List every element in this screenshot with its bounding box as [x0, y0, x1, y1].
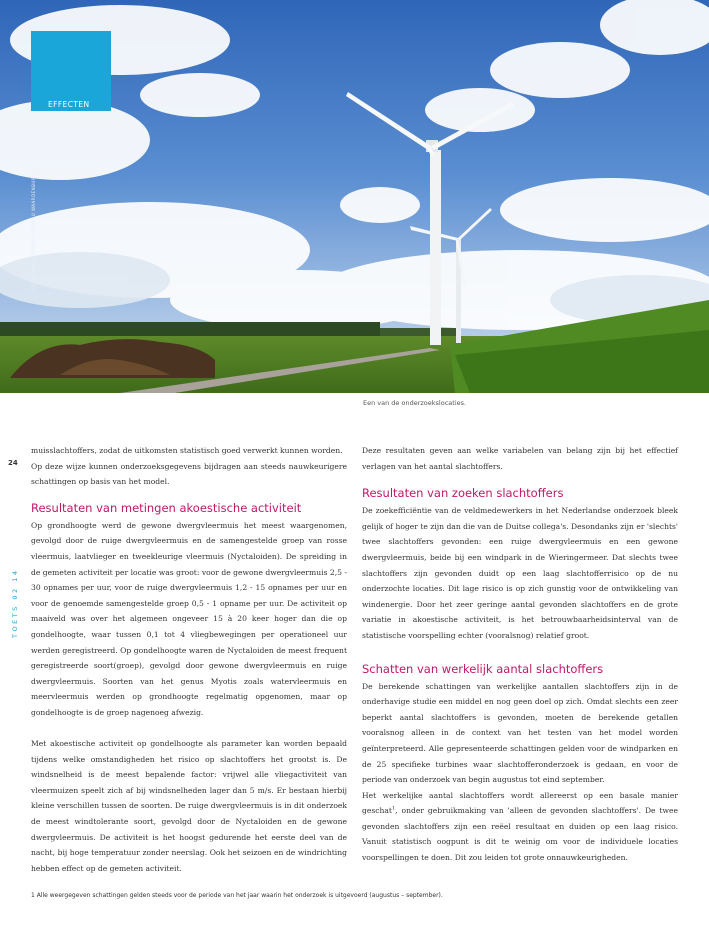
- paragraph: De zoekefficiëntie van de veldmedewerkers in het Nederlandse onderzoek bleek gelijk of hoger te zijn dan die van de Duitse collega's. Desondanks zijn er 'slechts' twee slachtoffers gevonden: een ruige dwergvleermuis en een gewone dwergvleermuis, beide bij een windpark in de Wieringermeer. Dat slechts twee slachtoffers zijn gevonden duidt op een laag slachtofferrisico op de nu onderzochte locaties. Dit lage risico is op zich gunstig voor de ontwikkeling van windenergie. Door het zeer geringe aantal gevonden slachtoffers en de grote variatie in akoestische activiteit, is het betrouwbaarheidsinterval van de statistische voorspelling echter (vooralsnog) relatief groot.: [362, 506, 678, 640]
- section-heading: Resultaten van zoeken slachtoffers: [362, 486, 564, 501]
- paragraph: [362, 788, 678, 866]
- section-label: EFFECTEN: [48, 100, 90, 109]
- paragraph: Met akoestische activiteit op gondelhoogte als parameter kan worden bepaald tijdens welke omstandigheden het risico op slachtoffers het grootst is. De windsnelheid is de meest bepalende factor: vrijwel alle vliegactiviteit van vleermuizen speelt zich af bij windsnelheden lager dan 5 m/s. Er bestaan hierbij kleine verschillen tussen de soorten. De ruige dwergvleermuis is in dit onderzoek de meest windtolerante soort, gevolgd door de Nyctaloiden en de gewone dwergvleermuis. De activiteit is het hoogst gedurende het eerste deel van de nacht, bij hoge temperatuur zonder neerslag. Ook het seizoen en de windrichting hebben effect op de gemeten activiteit.: [31, 739, 347, 873]
- paragraph-text: , onder gebruikmaking van 'alleen de gevonden slachtoffers'. De twee gevonden slachtoffers zijn een reëel resultaat en duiden op een laag risico. Vanuit statistisch oogpunt is dit te weinig om voor de individuele locaties voorspellingen te doen. Dit zou leiden tot grote onnauwkeurigheden.: [362, 806, 678, 863]
- paragraph: Op deze wijze kunnen onderzoeksgegevens bijdragen aan steeds nauwkeurigere schattingen op basis van het model.: [31, 461, 347, 487]
- paragraph: muisslachtoffers, zodat de uitkomsten statistisch goed verwerkt kunnen worden.: [31, 446, 343, 455]
- paragraph-text: Het werkelijke aantal slachtoffers wordt allereerst op een basale manier geschat: [362, 790, 678, 816]
- footnote: 1 Alle weergegeven schattingen gelden steeds voor de periode van het jaar waarin het onderzoek is uitgevoerd (augustus – september).: [31, 892, 443, 899]
- section-heading: Schatten van werkelijk aantal slachtoffers: [362, 661, 604, 676]
- left-column: [31, 443, 347, 876]
- paragraph: De berekende schattingen van werkelijke aantallen slachtoffers zijn in de onderhavige studie een middel en nog geen doel op zich. Omdat slechts een zeer beperkt aantal slachtoffers is gevonden, moeten de berekende getallen vooralsnog alleen in de context van het testen van het model worden geïnterpreteerd. Alle gepresenteerde schattingen gelden voor de windparken en de 25 specifieke turbines waar slachtofferonderzoek is gedaan, en voor de periode van onderzoek van begin augustus tot eind september.: [362, 681, 678, 785]
- page-number: 24: [8, 459, 18, 467]
- photo-credit: FOTO: DIRK ZUIDEMA / BUREAU WAARDENBURG: [31, 173, 36, 290]
- paragraph: Deze resultaten geven aan welke variabelen van belang zijn bij het effectief verlagen van het aantal slachtoffers.: [362, 446, 678, 471]
- paragraph: Op grondhoogte werd de gewone dwergvleermuis het meest waargenomen, gevolgd door de ruige dwergvleermuis en de samengestelde groep van rosse vleermuis, laatvlieger en tweekleurige vleermuis (Nyctaloiden). De spreiding in de gemeten activiteit per locatie was groot: voor de gewone dwergvleermuis 2,5 - 30 opnames per uur, voor de ruige dwergvleermuis 1,2 - 15 opnames per uur en voor de genoemde samengestelde groep 0,5 - 1 opname per uur. De activiteit op maaiveld was over het algemeen ongeveer 15 à 20 keer hoger dan die op gondelhoogte, waar tussen 0,1 tot 4 vliegbewegingen per operationeel uur werden geregistreerd. Op gondelhoogte waren de Nyctaloiden de meest frequent geregistreerde soort(groep), gevolgd door gewone dwergvleermuis en ruige dwergvleermuis. Soorten van het genus Myotis zoals watervleermuis en meervleermuis werden op grondhoogte regelmatig opgenomen, maar op gondelhoogte is de groep nagenoeg afwezig.: [31, 520, 347, 717]
- photo-caption: Een van de onderzoekslocaties.: [363, 399, 467, 407]
- journal-label: TOETS 02 14: [11, 568, 19, 638]
- section-heading: Resultaten van metingen akoestische activiteit: [31, 500, 302, 515]
- section-badge: [31, 31, 111, 111]
- footnote-marker: 1: [391, 805, 396, 812]
- right-column: [362, 443, 678, 866]
